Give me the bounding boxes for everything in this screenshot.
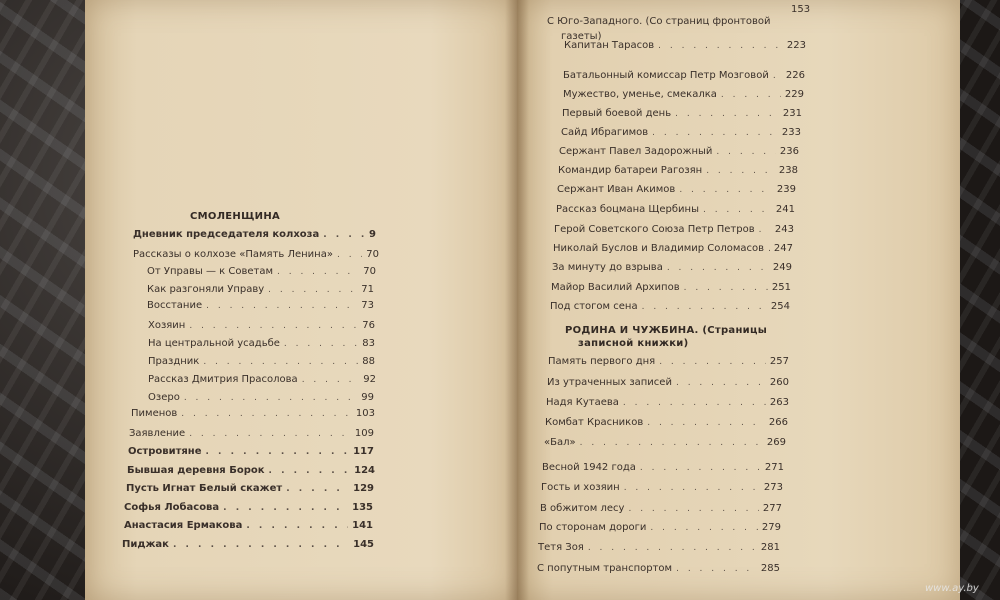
section-heading-rodina: РОДИНА И ЧУЖБИНА. (Страницы <box>565 325 768 336</box>
toc-entry-page: 243 <box>774 224 794 235</box>
toc-entry-title: Рассказы о колхозе «Память Ленина» <box>133 249 333 260</box>
toc-entry-title: Командир батареи Рагозян <box>558 165 703 176</box>
toc-entry <box>148 338 375 350</box>
toc-entry-title: Бывшая деревня Борок <box>127 465 265 476</box>
toc-leader-dots <box>588 542 757 554</box>
toc-entry <box>561 127 801 139</box>
toc-entry-title: За минуту до взрыва <box>552 262 663 273</box>
toc-entry-page: 254 <box>770 301 790 312</box>
toc-entry-page: 141 <box>352 520 373 531</box>
toc-entry <box>541 482 783 494</box>
toc-leader-dots <box>189 428 351 440</box>
toc-entry <box>126 483 374 495</box>
toc-leader-dots <box>623 397 766 409</box>
toc-entry <box>558 165 798 177</box>
toc-leader-dots <box>658 40 783 52</box>
toc-entry <box>148 392 374 404</box>
toc-leader-dots <box>181 408 352 420</box>
toc-entry <box>551 282 791 294</box>
toc-entry-page: 277 <box>762 503 782 514</box>
toc-leader-dots <box>580 437 763 449</box>
toc-leader-dots <box>302 374 360 386</box>
toc-entry <box>131 408 375 420</box>
book-gutter <box>505 0 529 600</box>
toc-entry-title: Анастасия Ермакова <box>124 520 243 531</box>
toc-leader-dots <box>759 224 771 236</box>
toc-entry-page: 271 <box>764 462 784 473</box>
toc-entry-page: 229 <box>784 89 804 100</box>
section-heading-yugo-zapadny-cont: газеты) <box>561 31 602 42</box>
toc-entry-title: Софья Лобасова <box>124 502 220 513</box>
toc-entry-page: 70 <box>363 266 376 277</box>
toc-entry <box>127 465 375 477</box>
toc-entry <box>544 437 786 449</box>
toc-entry-page: 9 <box>369 229 376 240</box>
toc-entry <box>129 428 374 440</box>
toc-entry-page: 92 <box>363 374 376 385</box>
toc-entry-page: 260 <box>769 377 789 388</box>
toc-entry <box>538 542 780 554</box>
toc-entry-page: 88 <box>362 356 375 367</box>
toc-leader-dots <box>676 563 757 575</box>
toc-leader-dots <box>667 262 769 274</box>
toc-leader-dots <box>206 300 357 312</box>
toc-entry-title: Первый боевой день <box>562 108 672 119</box>
toc-leader-dots <box>628 503 758 515</box>
toc-entry <box>547 377 789 389</box>
toc-entry-title: Майор Василий Архипов <box>551 282 680 293</box>
toc-entry <box>124 502 373 514</box>
toc-entry-title: Комбат Красников <box>545 417 644 428</box>
toc-entry-title: Память первого дня <box>548 356 656 367</box>
toc-leader-dots <box>268 284 357 296</box>
toc-entry <box>147 284 374 296</box>
toc-entry-page: 251 <box>771 282 791 293</box>
toc-entry-title: Капитан Тарасов <box>564 40 655 51</box>
toc-leader-dots <box>703 204 772 216</box>
toc-entry-page: 263 <box>769 397 789 408</box>
toc-entry-page: 233 <box>781 127 801 138</box>
toc-entry-page: 223 <box>786 40 806 51</box>
toc-entry-page: 76 <box>362 320 375 331</box>
toc-entry-title: Пиджак <box>122 539 169 550</box>
toc-entry <box>563 89 804 101</box>
toc-entry-title: Пусть Игнат Белый скажет <box>126 483 283 494</box>
toc-leader-dots <box>173 539 349 551</box>
toc-leader-dots <box>768 243 770 255</box>
page-number-top: 153 <box>791 4 811 15</box>
toc-entry <box>147 300 374 312</box>
toc-entry-title: Весной 1942 года <box>542 462 636 473</box>
section-heading-rodina-cont: записной книжки) <box>578 338 689 349</box>
toc-entry-page: 71 <box>361 284 374 295</box>
toc-entry-page: 285 <box>760 563 780 574</box>
toc-entry-title: Тетя Зоя <box>538 542 584 553</box>
toc-leader-dots <box>286 483 349 495</box>
toc-entry-title: Из утраченных записей <box>547 377 672 388</box>
toc-entry-page: 70 <box>366 249 379 260</box>
toc-entry <box>542 462 784 474</box>
toc-entry <box>557 184 796 196</box>
toc-entry-title: С попутным транспортом <box>537 563 673 574</box>
toc-entry <box>133 229 376 241</box>
toc-leader-dots <box>223 502 348 514</box>
toc-entry-title: Рассказ боцмана Щербины <box>556 204 699 215</box>
toc-entry-title: Гость и хозяин <box>541 482 620 493</box>
toc-entry-page: 73 <box>361 300 374 311</box>
toc-entry-title: Герой Советского Союза Петр Петров <box>554 224 755 235</box>
toc-entry-title: Под стогом сена <box>550 301 638 312</box>
toc-entry-page: 273 <box>763 482 783 493</box>
toc-entry <box>563 70 805 82</box>
toc-leader-dots <box>337 249 362 261</box>
toc-entry-page: 99 <box>361 392 374 403</box>
toc-entry <box>548 356 789 368</box>
toc-leader-dots <box>206 446 350 458</box>
toc-entry-page: 257 <box>769 356 789 367</box>
toc-entry <box>546 397 789 409</box>
toc-entry-title: Мужество, уменье, смекалка <box>563 89 717 100</box>
watermark-text: www.ay.by <box>925 583 979 594</box>
toc-entry-title: Сержант Павел Задорожный <box>559 146 713 157</box>
toc-entry-title: Надя Кутаева <box>546 397 619 408</box>
toc-entry <box>556 204 795 216</box>
toc-entry-title: По сторонам дороги <box>539 522 647 533</box>
toc-entry <box>554 224 794 236</box>
toc-leader-dots <box>721 89 781 101</box>
toc-entry <box>539 522 781 534</box>
toc-entry <box>552 262 792 274</box>
toc-entry-page: 103 <box>355 408 375 419</box>
toc-entry-title: Николай Буслов и Владимир Соломасов <box>553 243 765 254</box>
toc-entry-title: На центральной усадьбе <box>148 338 280 349</box>
toc-leader-dots <box>642 301 767 313</box>
toc-leader-dots <box>650 522 758 534</box>
toc-leader-dots <box>624 482 760 494</box>
toc-entry-page: 109 <box>354 428 374 439</box>
toc-leader-dots <box>246 520 348 532</box>
toc-entry-page: 269 <box>766 437 786 448</box>
toc-leader-dots <box>323 229 365 241</box>
toc-leader-dots <box>640 462 761 474</box>
toc-entry-title: Праздник <box>148 356 200 367</box>
toc-entry-title: Рассказ Дмитрия Прасолова <box>148 374 298 385</box>
section-heading-yugo-zapadny: С Юго-Западного. (Со страниц фронтовой <box>547 16 771 27</box>
toc-entry-title: Островитяне <box>128 446 202 457</box>
toc-entry <box>545 417 788 429</box>
toc-entry <box>540 503 782 515</box>
toc-entry-page: 281 <box>760 542 780 553</box>
toc-leader-dots <box>269 465 351 477</box>
toc-entry-page: 117 <box>353 446 374 457</box>
toc-entry <box>537 563 780 575</box>
toc-entry-page: 241 <box>775 204 795 215</box>
toc-entry-title: Дневник председателя колхоза <box>133 229 320 240</box>
toc-leader-dots <box>675 108 779 120</box>
toc-leader-dots <box>189 320 358 332</box>
toc-entry <box>128 446 374 458</box>
toc-entry-page: 266 <box>768 417 788 428</box>
toc-entry-page: 135 <box>352 502 373 513</box>
toc-entry-page: 279 <box>761 522 781 533</box>
toc-entry <box>564 40 806 52</box>
toc-entry <box>148 320 375 332</box>
toc-entry-title: Батальонный комиссар Петр Мозговой <box>563 70 769 81</box>
toc-entry <box>148 374 376 386</box>
section-heading-smolenshchina: СМОЛЕНЩИНА <box>190 211 281 222</box>
toc-leader-dots <box>647 417 765 429</box>
toc-leader-dots <box>706 165 775 177</box>
toc-entry-page: 226 <box>785 70 805 81</box>
toc-leader-dots <box>277 266 359 278</box>
toc-entry-page: 238 <box>778 165 798 176</box>
toc-leader-dots <box>284 338 358 350</box>
toc-entry <box>133 249 379 261</box>
toc-entry-page: 247 <box>773 243 793 254</box>
toc-entry <box>553 243 793 255</box>
toc-entry-page: 239 <box>776 184 796 195</box>
toc-entry <box>550 301 790 313</box>
toc-entry-page: 145 <box>353 539 374 550</box>
toc-entry-title: Восстание <box>147 300 203 311</box>
toc-entry-title: Пименов <box>131 408 178 419</box>
toc-entry-page: 249 <box>772 262 792 273</box>
toc-entry-title: «Бал» <box>544 437 576 448</box>
toc-entry-title: В обжитом лесу <box>540 503 625 514</box>
toc-leader-dots <box>679 184 773 196</box>
toc-entry-page: 83 <box>362 338 375 349</box>
toc-entry-page: 124 <box>354 465 375 476</box>
toc-leader-dots <box>652 127 778 139</box>
toc-entry-page: 231 <box>782 108 802 119</box>
toc-leader-dots <box>716 146 776 158</box>
toc-entry <box>562 108 802 120</box>
toc-entry-page: 236 <box>779 146 799 157</box>
toc-leader-dots <box>676 377 766 389</box>
toc-entry <box>148 356 375 368</box>
toc-entry-title: Заявление <box>129 428 186 439</box>
toc-leader-dots <box>773 70 782 82</box>
toc-entry <box>559 146 799 158</box>
toc-entry-title: Хозяин <box>148 320 186 331</box>
toc-entry-title: Сайд Ибрагимов <box>561 127 649 138</box>
toc-entry <box>122 539 374 551</box>
toc-leader-dots <box>684 282 768 294</box>
toc-entry-title: От Управы — к Советам <box>147 266 273 277</box>
toc-entry <box>124 520 373 532</box>
toc-entry-title: Как разгоняли Управу <box>147 284 265 295</box>
toc-entry-title: Сержант Иван Акимов <box>557 184 676 195</box>
toc-leader-dots <box>659 356 766 368</box>
toc-leader-dots <box>184 392 357 404</box>
toc-entry-page: 129 <box>353 483 374 494</box>
toc-entry <box>147 266 376 278</box>
toc-leader-dots <box>203 356 358 368</box>
toc-entry-title: Озеро <box>148 392 180 403</box>
